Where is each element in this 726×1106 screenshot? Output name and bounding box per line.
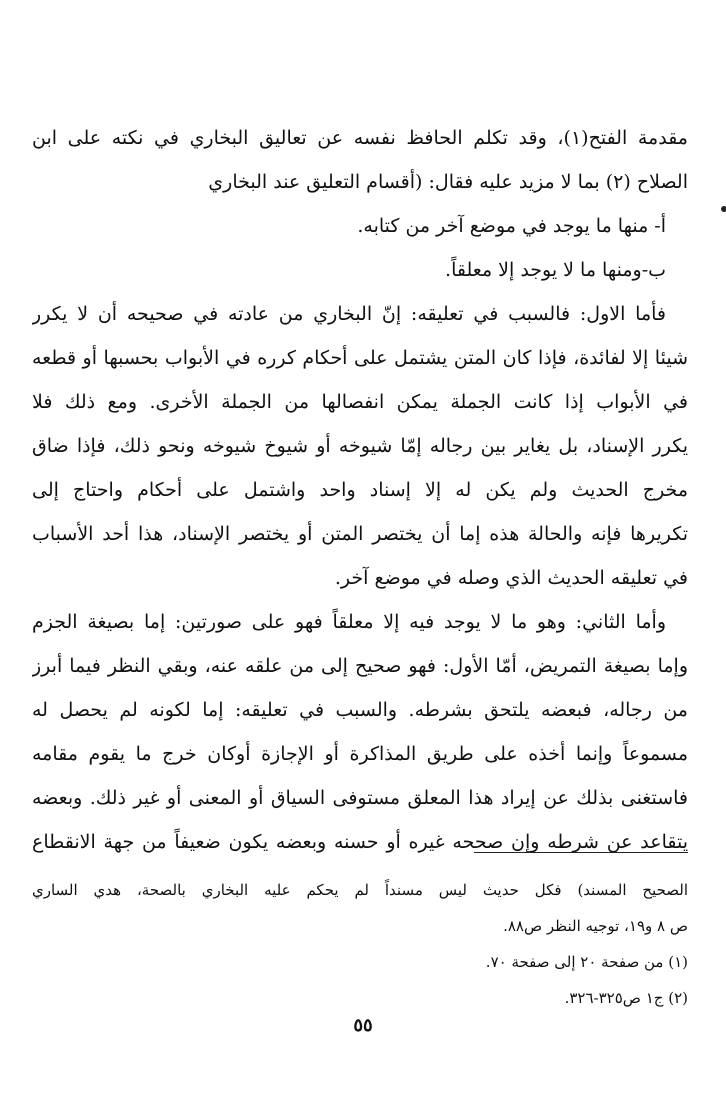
scan-mark <box>721 206 726 212</box>
body-line: ب-ومنها ما لا يوجد إلا معلقاً. <box>445 259 666 281</box>
body-line: وأما الثاني: وهو ما لا يوجد فيه إلا معلقاً فهو على صورتين: إما بصيغة الجزم <box>32 611 666 633</box>
body-line: مسموعاً وإنما أخذه على طريق المذاكرة أو الإجازة أوكان خرج ما يقوم مقامه <box>32 743 688 765</box>
main-text <box>32 116 688 864</box>
body-line: يتقاعد عن شرطه وإن صححه غيره أو حسنه وبعضه يكون ضعيفاً من جهة الانقطاع <box>32 831 688 853</box>
body-line: مقدمة الفتح(١)، وقد تكلم الحافظ نفسه عن تعاليق البخاري في نكته على ابن <box>32 127 688 149</box>
body-line: فاستغنى بذلك عن إيراد هذا المعلق مستوفى السياق أو المعنى أو غير ذلك. وبعضه <box>32 787 688 809</box>
page-number: ٥٥ <box>353 1015 373 1036</box>
footnote-line: (١) من صفحة ٢٠ إلى صفحة ٧٠. <box>485 953 688 971</box>
body-line: من رجاله، فبعضه يلتحق بشرطه. والسبب في تعليقه: إما لكونه لم يحصل له <box>32 699 688 721</box>
body-line: شيئا إلا لفائدة، فإذا كان المتن يشتمل على أحكام كرره في الأبواب بحسبها أو قطعه <box>32 347 688 369</box>
footnote-divider <box>474 852 688 853</box>
body-line: في الأبواب إذا كانت الجملة يمكن انفصالها من الجملة الأخرى. ومع ذلك فلا <box>32 391 688 413</box>
body-line: يكرر الإسناد، بل يغاير بين رجاله إمّا شيوخه أو شيوخ شيوخه ونحو ذلك، فإذا ضاق <box>32 435 688 457</box>
footnotes <box>32 872 688 1016</box>
body-line: أ- منها ما يوجد في موضع آخر من كتابه. <box>357 215 666 237</box>
footnote-line: (٢) ج١ ص٣٢٥-٣٢٦. <box>564 989 688 1007</box>
body-line: الصلاح (٢) بما لا مزيد عليه فقال: (أقسام التعليق عند البخاري <box>208 171 688 193</box>
body-line: في تعليقه الحديث الذي وصله في موضع آخر. <box>334 567 688 589</box>
body-line: فأما الاول: فالسبب في تعليقه: إنّ البخاري من عادته في صحيحه أن لا يكرر <box>32 303 666 325</box>
footnote-line: ص ٨ و١٩، توجيه النظر ص٨٨. <box>503 917 688 935</box>
body-line: وإما بصيغة التمريض، أمّا الأول: فهو صحيح إلى من علقه عنه، وبقي النظر فيما أبرز <box>32 655 688 677</box>
footnote-line: الصحيح المسند) فكل حديث ليس مسنداً لم يحكم عليه البخاري بالصحة، هدي الساري <box>32 881 688 899</box>
body-line: تكريرها فإنه والحالة هذه إما أن يختصر المتن أو يختصر الإسناد، هذا أحد الأسباب <box>32 523 688 545</box>
body-line: مخرج الحديث ولم يكن له إلا إسناد واحد واشتمل على أحكام واحتاج إلى <box>32 479 688 501</box>
